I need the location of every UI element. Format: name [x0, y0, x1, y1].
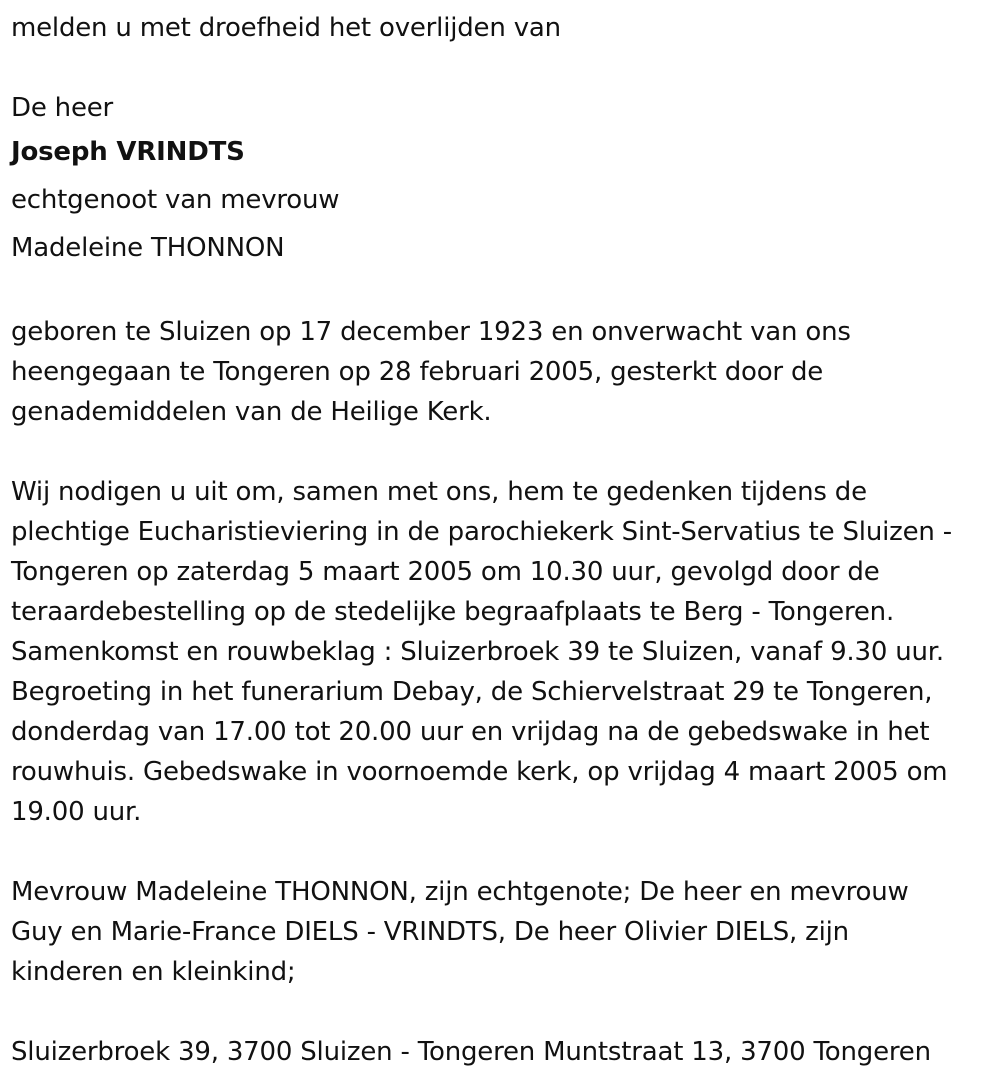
paragraph-line: kinderen en kleinkind;: [11, 957, 296, 987]
spacer: [11, 432, 991, 472]
spouse-name: Madeleine THONNON: [11, 233, 285, 263]
spouse-relation: echtgenoot van mevrouw: [11, 185, 340, 215]
paragraph-line: rouwhuis. Gebedswake in voornoemde kerk, op vrijdag 4 maart 2005 om: [11, 757, 948, 787]
spacer: [11, 832, 991, 872]
intro-text: melden u met droefheid het overlijden van: [11, 13, 561, 43]
spacer: [11, 992, 991, 1032]
paragraph-line: donderdag van 17.00 tot 20.00 uur en vrijdag na de gebedswake in het: [11, 717, 930, 747]
paragraph-line: genademiddelen van de Heilige Kerk.: [11, 397, 492, 427]
spacer: [11, 272, 991, 312]
family-paragraph: [11, 872, 991, 992]
spacer: [11, 48, 991, 88]
deceased-name: Joseph VRINDTS: [11, 137, 245, 167]
paragraph-line: heengegaan te Tongeren op 28 februari 2005, gesterkt door de: [11, 357, 824, 387]
title-prefix: De heer: [11, 93, 114, 123]
paragraph-line: Tongeren op zaterdag 5 maart 2005 om 10.30 uur, gevolgd door de: [11, 557, 880, 587]
paragraph-line: Mevrouw Madeleine THONNON, zijn echtgenote; De heer en mevrouw: [11, 877, 909, 907]
paragraph-line: Guy en Marie-France DIELS - VRINDTS, De heer Olivier DIELS, zijn: [11, 917, 849, 947]
paragraph-line: Samenkomst en rouwbeklag : Sluizerbroek 39 te Sluizen, vanaf 9.30 uur.: [11, 637, 944, 667]
address-line: Sluizerbroek 39, 3700 Sluizen - Tongeren Muntstraat 13, 3700 Tongeren: [11, 1037, 931, 1067]
paragraph-line: Wij nodigen u uit om, samen met ons, hem te gedenken tijdens de: [11, 477, 867, 507]
birth-death-paragraph: [11, 312, 991, 432]
ceremony-paragraph: [11, 472, 991, 832]
paragraph-line: plechtige Eucharistieviering in de parochiekerk Sint-Servatius te Sluizen -: [11, 517, 952, 547]
paragraph-line: geboren te Sluizen op 17 december 1923 en onverwacht van ons: [11, 317, 851, 347]
obituary-notice: [11, 8, 991, 1072]
paragraph-line: teraardebestelling op de stedelijke begraafplaats te Berg - Tongeren.: [11, 597, 895, 627]
paragraph-line: 19.00 uur.: [11, 797, 142, 827]
paragraph-line: Begroeting in het funerarium Debay, de Schiervelstraat 29 te Tongeren,: [11, 677, 933, 707]
